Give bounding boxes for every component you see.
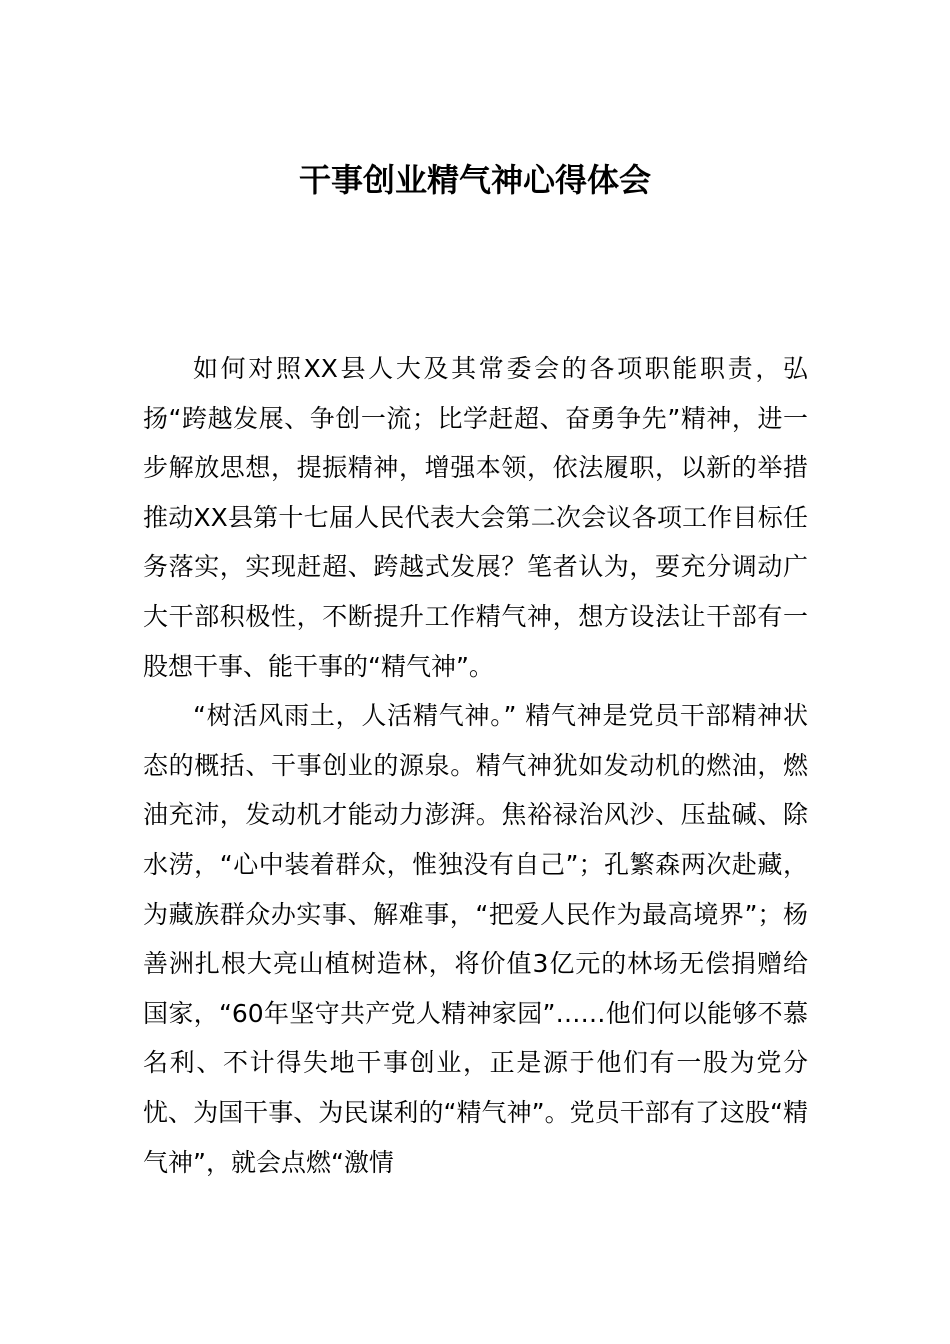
paragraph-2: “树活风雨土，人活精气神。” 精气神是党员干部精神状态的概括、干事创业的源泉。精气神犹如发动机的燃油，燃油充沛，发动机才能动力澎湃。焦裕禄治风沙、压盐碱、除水涝，“心中装着群众，惟独没有自己”；孔繁森两次赴藏，为藏族群众办实事、解难事，“把爱人民作为最高境界”；杨善洲扎根大亮山植树造林，将价值3亿元的林场无偿捐赠给国家，“60年坚守共产党人精神家园”……他们何以能够不慕名利、不计得失地干事创业，正是源于他们有一股为党分忧、为国干事、为民谋利的“精气神”。党员干部有了这股“精气神”，就会点燃“激情	[143, 701, 808, 1177]
document-body	[143, 344, 808, 1187]
document-title: 干事创业精气神心得体会	[298, 161, 651, 199]
paragraph-1: 如何对照XX县人大及其常委会的各项职能职责，弘扬“跨越发展、争创一流；比学赶超、奋勇争先”精神，进一步解放思想，提振精神，增强本领，依法履职，以新的举措推动XX县第十七届人民代表大会第二次会议各项工作目标任务落实，实现赶超、跨越式发展？笔者认为，要充分调动广大干部积极性，不断提升工作精气神，想方设法让干部有一股想干事、能干事的“精气神”。	[143, 354, 808, 681]
